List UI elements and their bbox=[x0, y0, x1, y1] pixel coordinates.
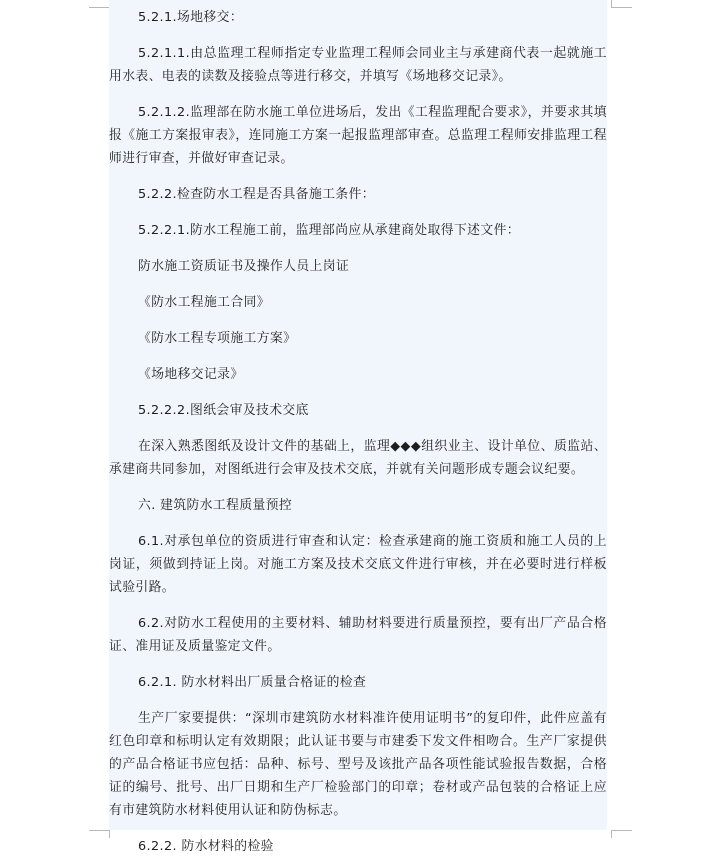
paragraph-6-2-1: 6.2.1. 防水材料出厂质量合格证的检查 bbox=[138, 675, 367, 690]
page-corner-mark-bottom-right bbox=[611, 830, 632, 838]
page-corner-mark-bottom-left bbox=[89, 830, 110, 838]
paragraph-5-2-2-1: 5.2.2.1.防水工程施工前，监理部尚应从承建商处取得下述文件： bbox=[138, 223, 520, 238]
list-item-qualification-certificate: 防水施工资质证书及操作人员上岗证 bbox=[138, 259, 350, 274]
paragraph-5-2-2-2: 5.2.2.2.图纸会审及技术交底 bbox=[138, 403, 309, 418]
paragraph-drawing-review: 在深入熟悉图纸及设计文件的基础上，监理◆◆◆组织业主、设计单位、质监站、承建商共同参加，对图纸进行会审及技术交底，并就有关问题形成专题会议纪要。 bbox=[109, 439, 607, 477]
document-text-area[interactable] bbox=[109, 0, 607, 854]
paragraph-manufacturer-requirements: 生产厂家要提供：“深圳市建筑防水材料准许使用证明书”的复印件，此件应盖有红色印章和标明认定有效期限；此认证书要与市建委下发文件相吻合。生产厂家提供的产品合格证书应包括：品种、标号、型号及该批产品各项性能试验报告数据，合格证的编号、批号、出厂日期和生产厂检验部门的印章；卷材或产品包装的合格证上应有市建筑防水材料使用认证和防伪标志。 bbox=[109, 711, 607, 818]
paragraph-5-2-1-1: 5.2.1.1.由总监理工程师指定专业监理工程师会同业主与承建商代表一起就施工用水表、电表的读数及接验点等进行移交，并填写《场地移交记录》。 bbox=[109, 46, 607, 84]
paragraph-5-2-2: 5.2.2.检查防水工程是否具备施工条件： bbox=[138, 187, 375, 202]
paragraph-6-2: 6.2.对防水工程使用的主要材料、辅助材料要进行质量预控，要有出厂产品合格证、准用证及质量鉴定文件。 bbox=[109, 616, 607, 654]
paragraph-6-1: 6.1.对承包单位的资质进行审查和认定：检查承建商的施工资质和施工人员的上岗证，须做到持证上岗。对施工方案及技术交底文件进行审核，并在必要时进行样板试验引路。 bbox=[109, 534, 607, 595]
page-corner-mark-top-right bbox=[611, 0, 632, 8]
paragraph-5-2-1-2: 5.2.1.2.监理部在防水施工单位进场后，发出《工程监理配合要求》，并要求其填报《施工方案报审表》，连同施工方案一起报监理部审查。总监理工程师安排监理工程师进行审查，并做好审查记录。 bbox=[109, 105, 607, 166]
list-item-construction-contract: 《防水工程施工合同》 bbox=[138, 295, 270, 310]
paragraph-6-2-2: 6.2.2. 防水材料的检验 bbox=[138, 839, 274, 854]
list-item-site-handover-record: 《场地移交记录》 bbox=[138, 367, 244, 382]
section-heading-6: 六. 建筑防水工程质量预控 bbox=[138, 498, 293, 513]
page-corner-mark-top-left bbox=[89, 0, 110, 8]
list-item-special-plan: 《防水工程专项施工方案》 bbox=[138, 331, 297, 346]
paragraph-5-2-1: 5.2.1.场地移交： bbox=[138, 10, 244, 25]
